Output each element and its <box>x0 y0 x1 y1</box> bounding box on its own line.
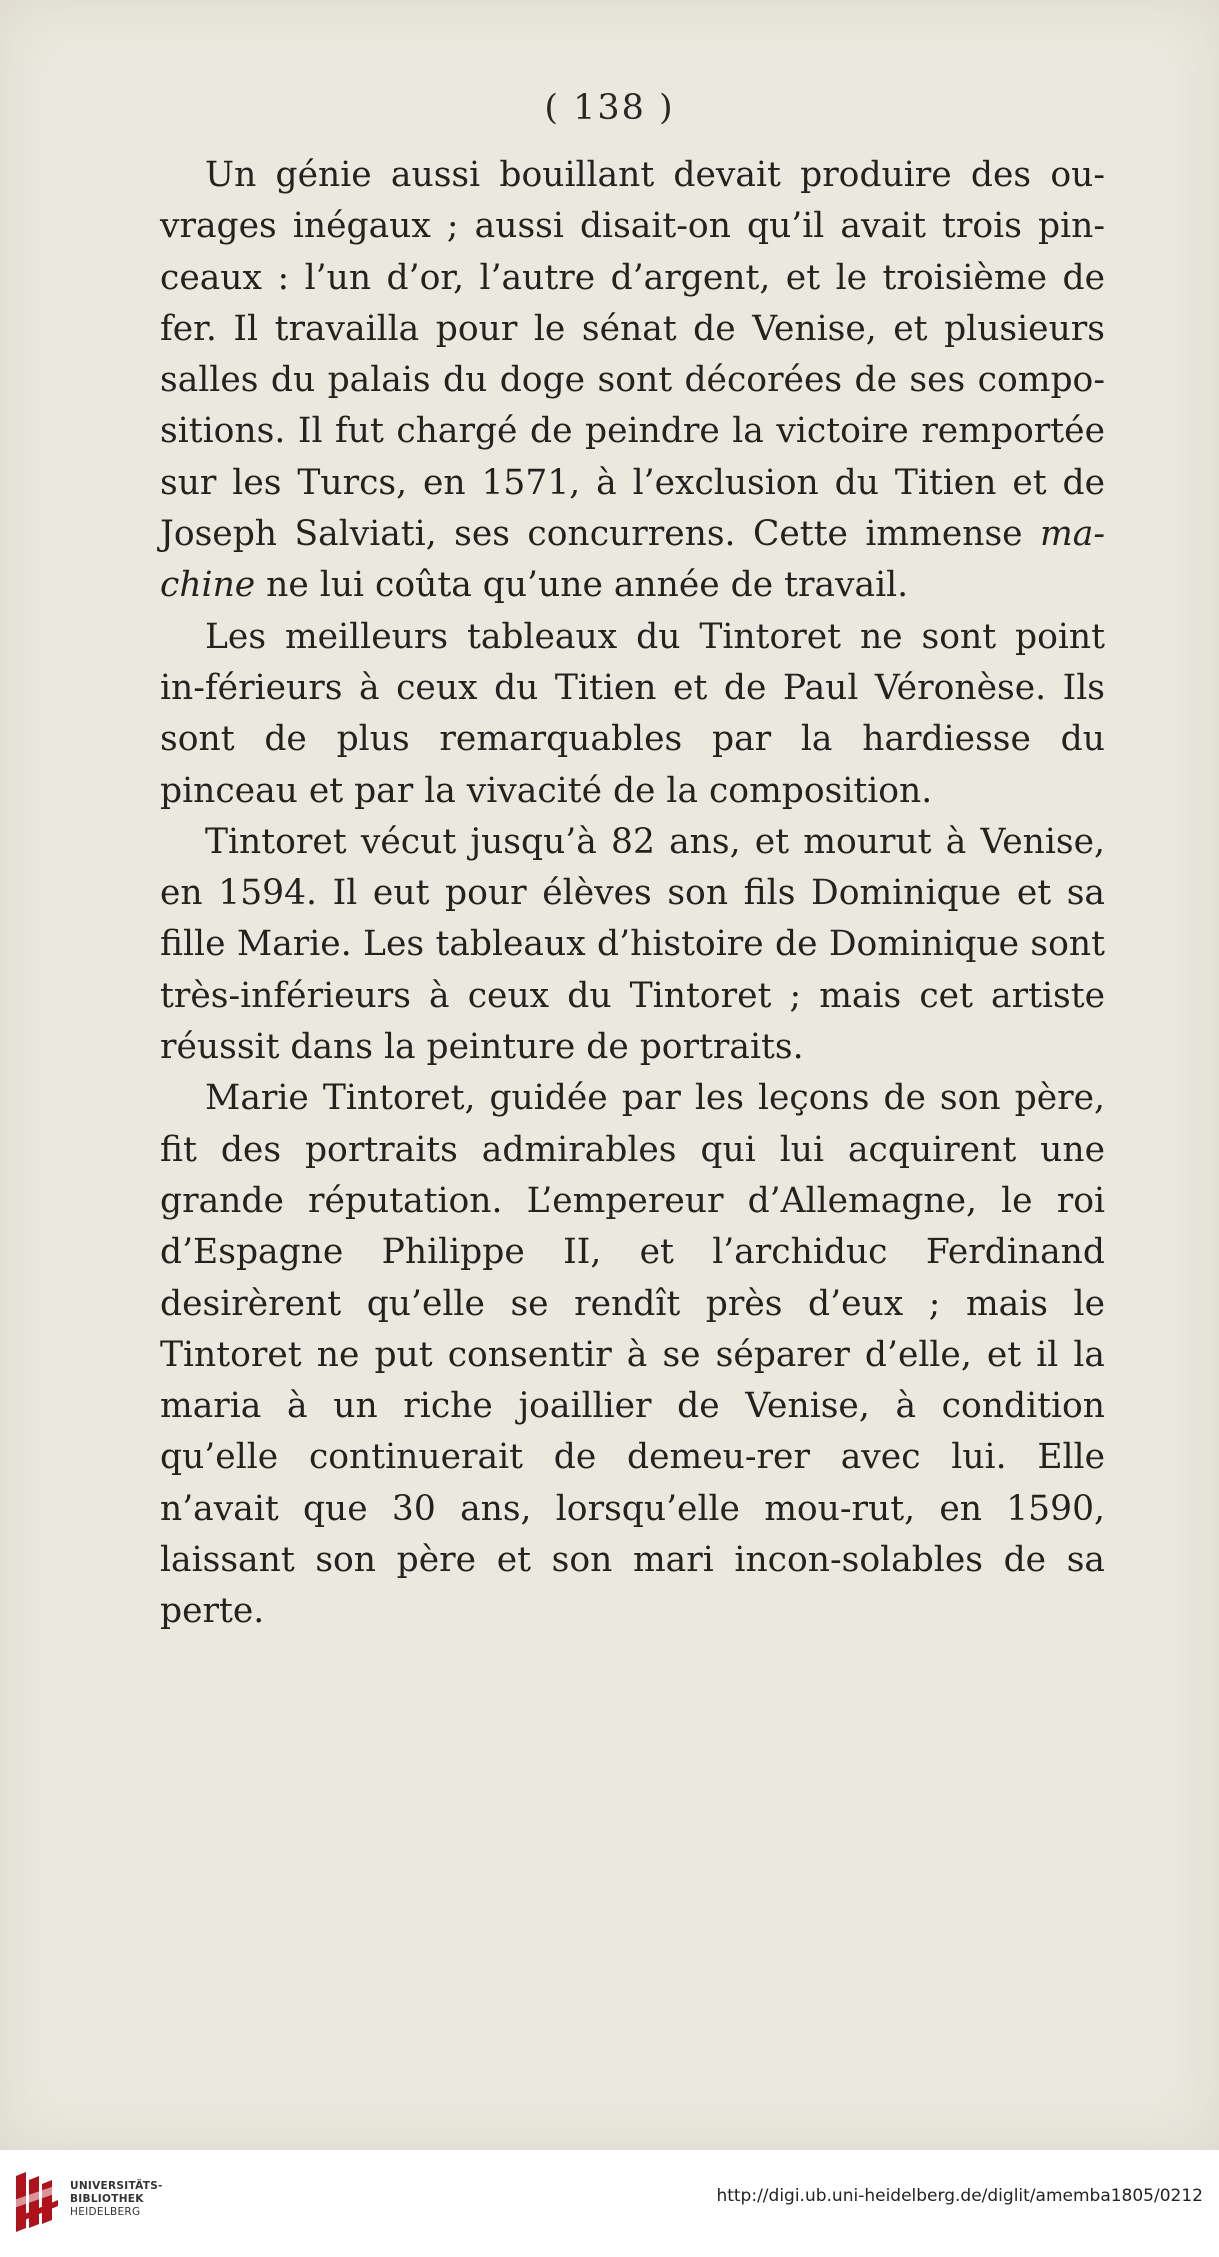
logo-line-1: UNIVERSITÄTS- <box>70 2180 163 2192</box>
page-number: ( 138 ) <box>544 88 675 128</box>
paragraph-1-text: Un génie aussi bouillant devait produire des ou-vrages inégaux ; aussi disait-on qu’il avait trois pin-ceaux : l’un d’or, l’autre d’argent, et le troisième de fer. Il travailla pour le sénat de Venise, et plusieurs salles du palais du doge sont décorées de ses compo-sitions. Il fut chargé de peindre la victoire remportée sur les Turcs, en 1571, à l’exclusion du Titien et de Joseph Salviati, ses concurrens. Cette immense <box>160 155 1105 555</box>
paragraph-1 <box>160 150 1105 612</box>
paragraph-4: Marie Tintoret, guidée par les leçons de son père, fit des portraits admirables qui lui acquirent une grande réputation. L’empereur d’Allemagne, le roi d’Espagne Philippe II, et l’archiduc Ferdinand desirèrent qu’elle se rendît près d’eux ; mais le Tintoret ne put consentir à se séparer d’elle, et il la maria à un riche joaillier de Venise, à condition qu’elle continuerait de demeu-rer avec lui. Elle n’avait que 30 ans, lorsqu’elle mou-rut, en 1590, laissant son père et son mari incon-solables de sa perte. <box>160 1078 1105 1632</box>
paragraph-3: Tintoret vécut jusqu’à 82 ans, et mourut à Venise, en 1594. Il eut pour élèves son fils Dominique et sa fille Marie. Les tableaux d’histoire de Dominique sont très-inférieurs à ceux du Tintoret ; mais cet artiste réussit dans la peinture de portraits. <box>160 821 1105 1068</box>
body-text <box>160 150 1105 1638</box>
logo-line-3: HEIDELBERG <box>70 2206 141 2218</box>
source-url[interactable]: http://digi.ub.uni-heidelberg.de/diglit/amemba1805/0212 <box>716 2186 1203 2206</box>
footer-bar <box>0 2150 1219 2257</box>
logo-line-2: BIBLIOTHEK <box>70 2193 144 2205</box>
logo-wordmark <box>70 2180 163 2219</box>
paragraph-1-text-end: ne lui coûta qu’une année de travail. <box>255 565 909 606</box>
university-library-logo-icon <box>12 2170 64 2234</box>
paragraph-2: Les meilleurs tableaux du Tintoret ne sont point in-férieurs à ceux du Titien et de Paul Véronèse. Ils sont de plus remarquables par la hardiesse du pinceau et par la vivacité de la composition. <box>160 616 1105 811</box>
paragraph-1-italic-word: ma-chine <box>160 514 1105 606</box>
